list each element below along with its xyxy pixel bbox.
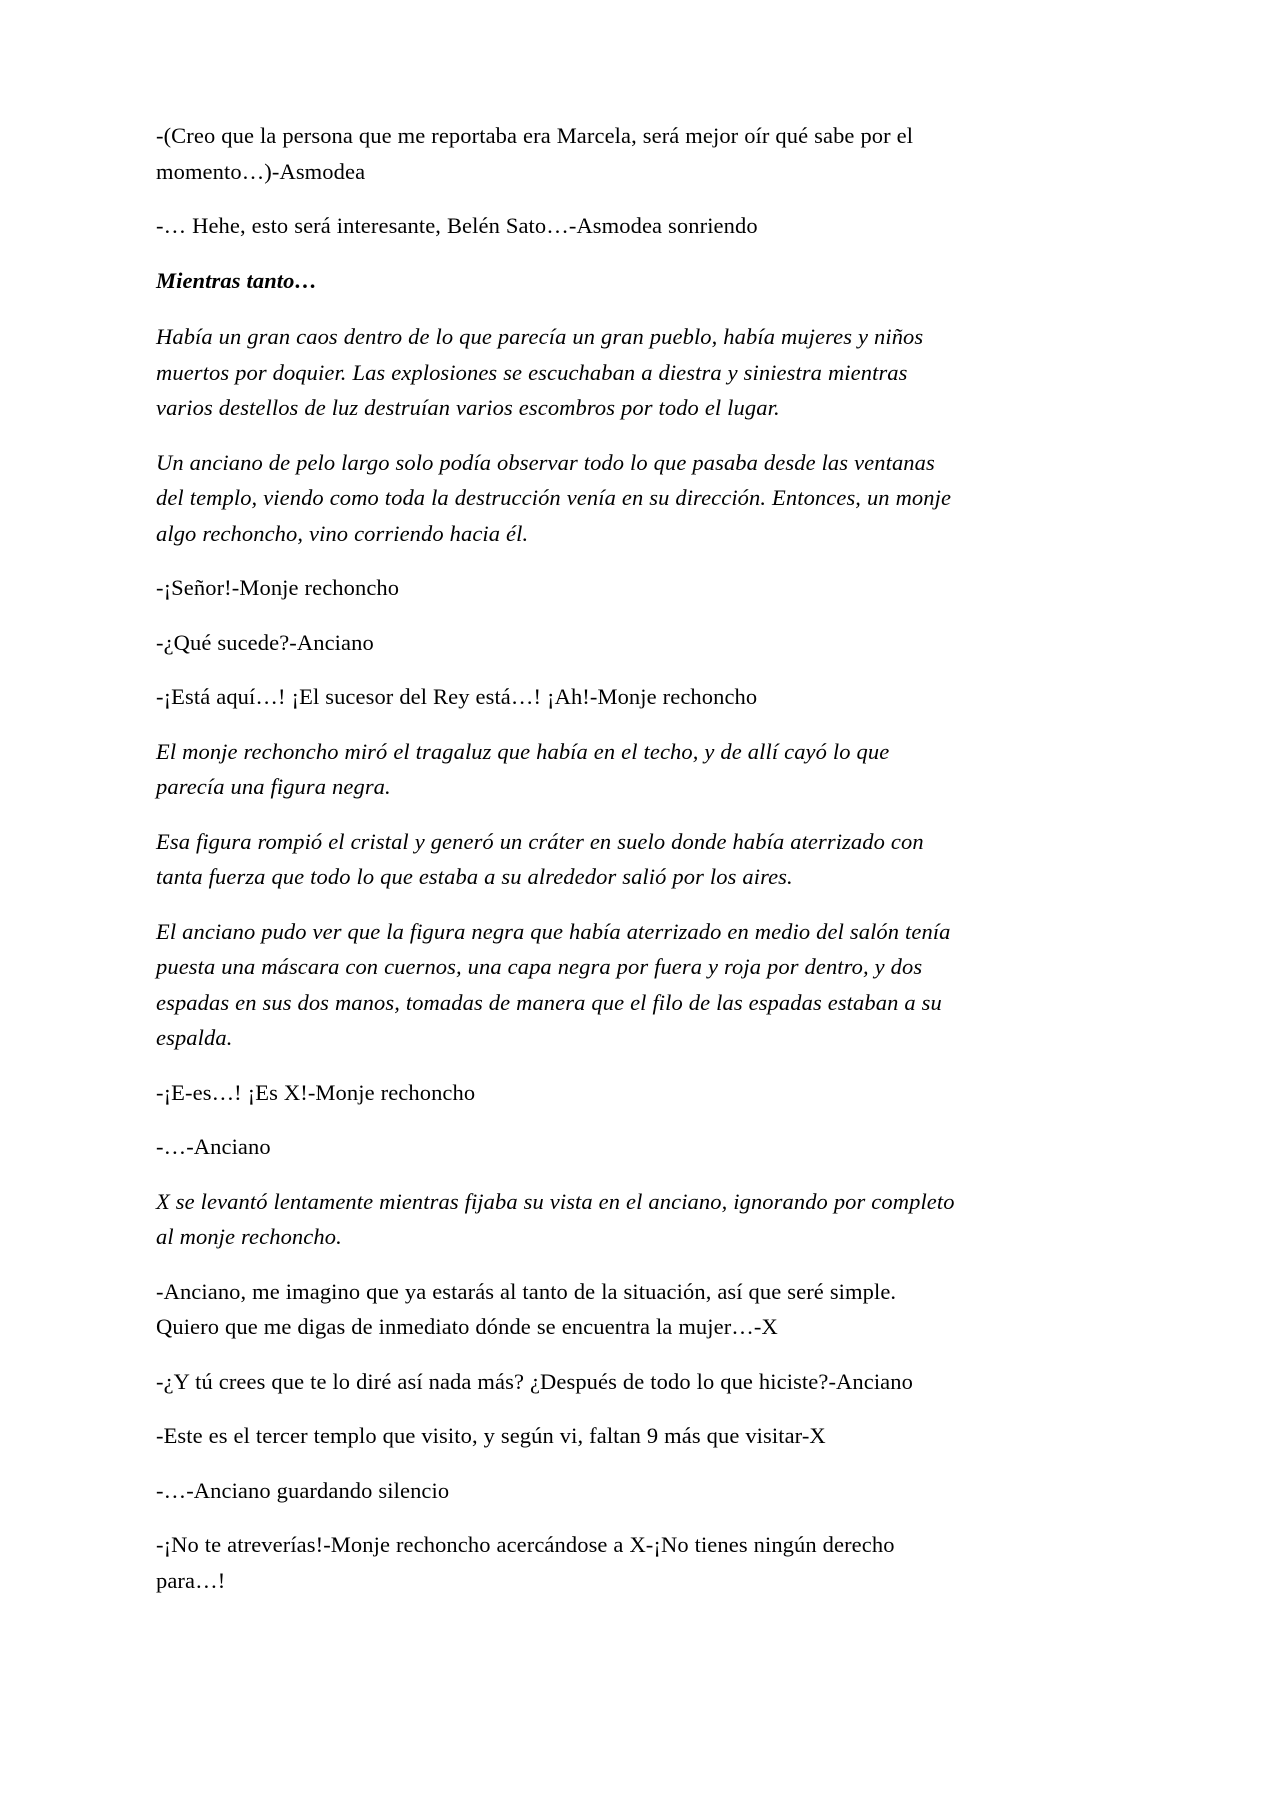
paragraph-dialogue-no-te-atreverias: -¡No te atreverías!-Monje rechoncho acercándose a X-¡No tienes ningún derecho para…!	[156, 1532, 895, 1593]
paragraph-dialogue-x-pregunta-mujer: -Anciano, me imagino que ya estarás al tanto de la situación, así que seré simple. Quiero que me digas de inmediato dónde se encuentra la mujer…-X	[156, 1278, 897, 1339]
paragraph-dialogue-anciano-responde: -¿Y tú crees que te lo diré así nada más? ¿Después de todo lo que hiciste?-Anciano	[156, 1368, 913, 1394]
paragraph-dialogue-que-sucede: -¿Qué sucede?-Anciano	[156, 629, 374, 655]
paragraph-dialogue-asmodea-smiling: -… Hehe, esto será interesante, Belén Sato…-Asmodea sonriendo	[156, 213, 758, 238]
paragraph-narrative-tragaluz: El monje rechoncho miró el tragaluz que había en el techo, y de allí cayó lo que parecía una figura negra.	[156, 738, 890, 799]
paragraph-dialogue-es-x: -¡E-es…! ¡Es X!-Monje rechoncho	[156, 1079, 476, 1105]
paragraph-narrative-x-se-levanto: X se levantó lentamente mientras fijaba su vista en el anciano, ignorando por completo al monje rechoncho.	[156, 1188, 955, 1249]
document-body	[156, 118, 962, 1617]
paragraph-narrative-old-man-temple: Un anciano de pelo largo solo podía observar todo lo que pasaba desde las ventanas del templo, viendo como toda la destrucción venía en su dirección. Entonces, un monje algo rechoncho, vino corriendo hacia él.	[156, 449, 952, 546]
paragraph-dialogue-asmodea-thought: -(Creo que la persona que me reportaba era Marcela, será mejor oír qué sabe por el momento…)-Asmodea	[156, 123, 914, 184]
paragraph-narrative-chaos-village: Había un gran caos dentro de lo que parecía un gran pueblo, había mujeres y niños muertos por doquier. Las explosiones se escuchaban a diestra y siniestra mientras varios destellos de luz destruían varios escombros por todo el lugar.	[156, 324, 924, 420]
paragraph-dialogue-senor: -¡Señor!-Monje rechoncho	[156, 575, 400, 600]
paragraph-dialogue-esta-aqui: -¡Está aquí…! ¡El sucesor del Rey está…! ¡Ah!-Monje rechoncho	[156, 684, 758, 709]
section-heading-mientras-tanto: Mientras tanto…	[156, 267, 318, 293]
paragraph-narrative-mascara-cuernos: El anciano pudo ver que la figura negra que había aterrizado en medio del salón tenía puesta una máscara con cuernos, una capa negra por fuera y roja por dentro, y dos espadas en sus dos manos, tomadas de manera que el filo de las espadas estaban a su espalda.	[156, 918, 951, 1050]
paragraph-dialogue-anciano-guardando-silencio: -…-Anciano guardando silencio	[156, 1477, 450, 1503]
paragraph-dialogue-tercer-templo: -Este es el tercer templo que visito, y según vi, faltan 9 más que visitar-X	[156, 1423, 826, 1448]
paragraph-narrative-crater: Esa figura rompió el cristal y generó un cráter en suelo donde había aterrizado con tanta fuerza que todo lo que estaba a su alrededor salió por los aires.	[156, 828, 924, 889]
paragraph-dialogue-anciano-silencio: -…-Anciano	[156, 1134, 271, 1159]
